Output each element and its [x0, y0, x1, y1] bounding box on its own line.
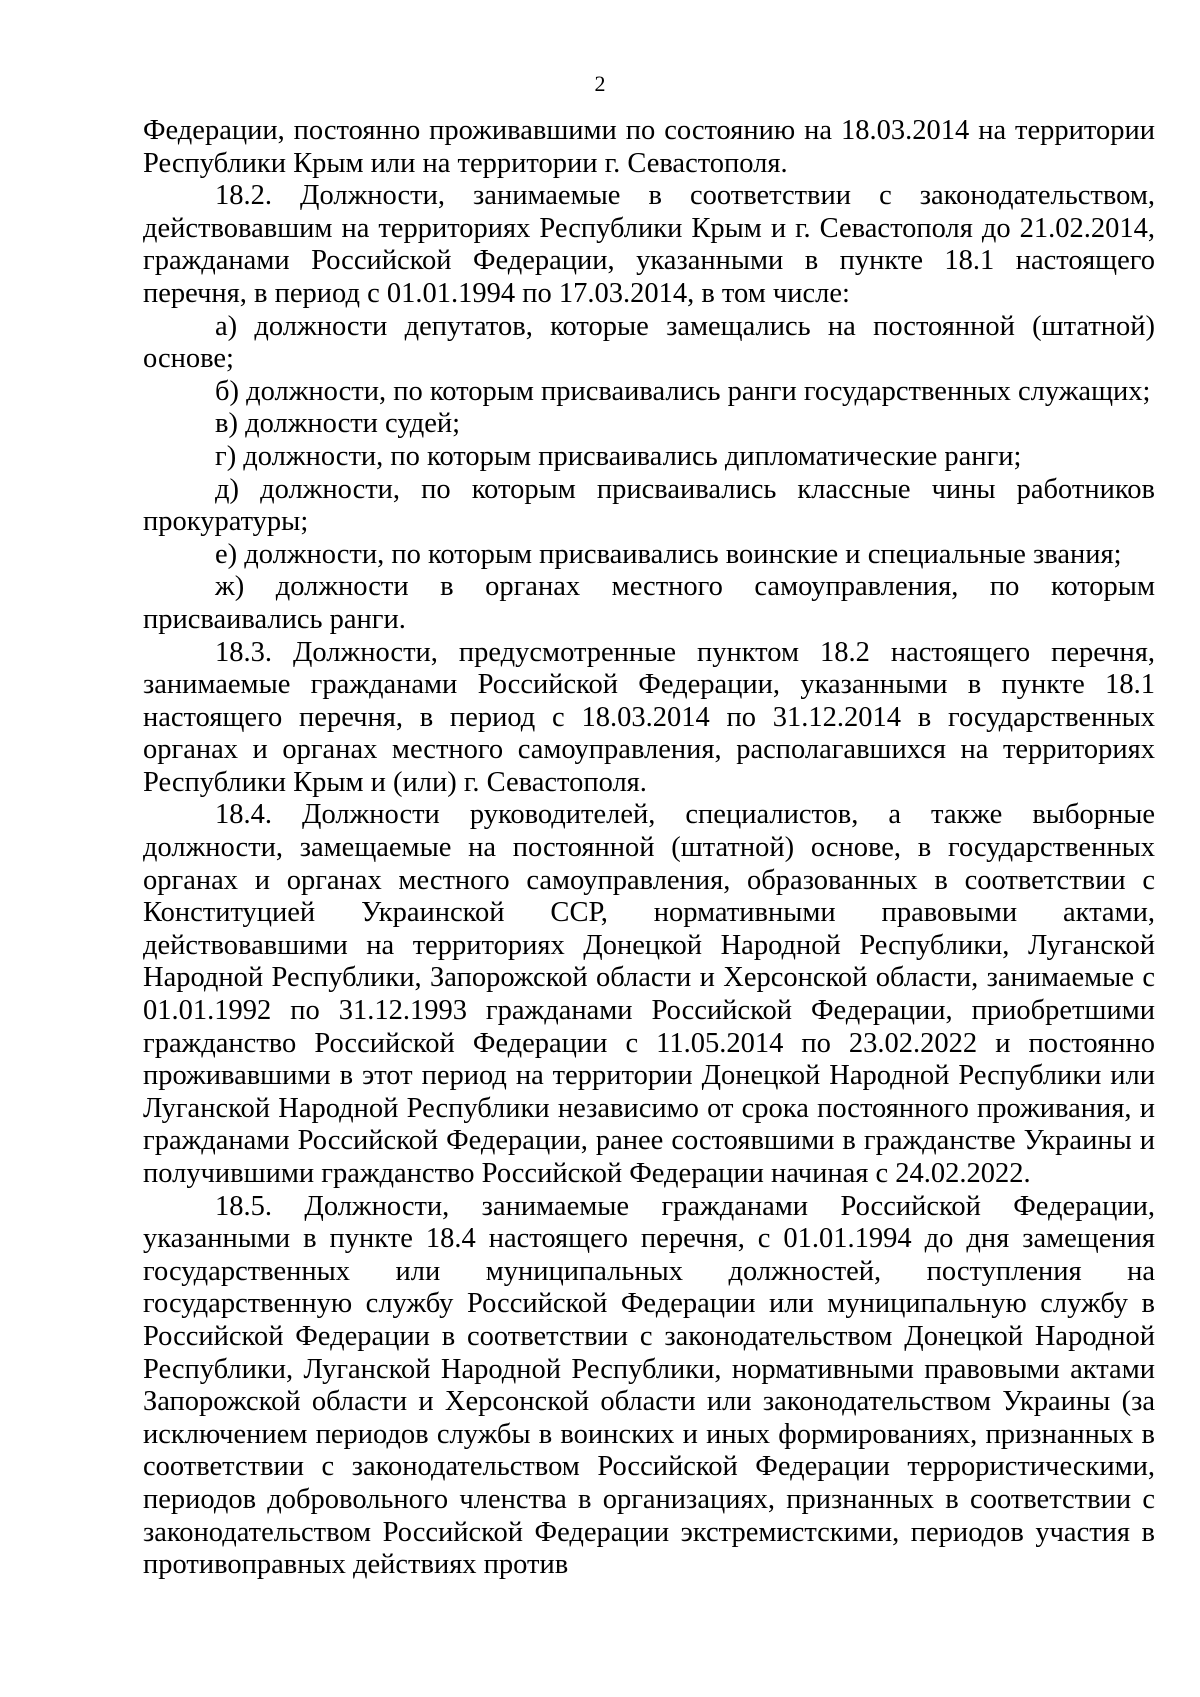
list-item-b: б) должности, по которым присваивались ранги государственных служащих; — [215, 375, 1151, 407]
list-item-v: в) должности судей; — [215, 408, 461, 440]
paragraph-continuation: Федерации, постоянно проживавшими по состоянию на 18.03.2014 на территории Республики Крым или на территории г. Севастополя. — [143, 115, 1155, 179]
list-item-g: г) должности, по которым присваивались дипломатические ранги; — [215, 440, 1022, 472]
list-item-e: е) должности, по которым присваивались воинские и специальные звания; — [215, 538, 1122, 570]
list-item-a: а) должности депутатов, которые замещались на постоянной (штатной) основе; — [143, 310, 1155, 375]
document-body — [143, 115, 1155, 1582]
paragraph-18-5: 18.5. Должности, занимаемые гражданами Российской Федерации, указанными в пункте 18.4 настоящего перечня, с 01.01.1994 до дня замещения государственных или муниципальных должностей, поступления на государственную службу Российской Федерации или муниципальную службу в Российской Федерации в соответствии с законодательством Донецкой Народной Республики, Луганской Народной Республики, нормативными правовыми актами Запорожской области и Херсонской области или законодательством Украины (за исключением периодов службы в воинских и иных формированиях, признанных в соответствии с законодательством Российской Федерации террористическими, периодов добровольного членства в организациях, признанных в соответствии с законодательством Российской Федерации экстремистскими, периодов участия в противоправных действиях против — [143, 1190, 1155, 1581]
paragraph-18-2: 18.2. Должности, занимаемые в соответствии с законодательством, действовавшим на территориях Республики Крым и г. Севастополя до 21.02.2014, гражданами Российской Федерации, указанными в пункте 18.1 настоящего перечня, в период с 01.01.1994 по 17.03.2014, в том числе: — [143, 180, 1155, 309]
list-item-d: д) должности, по которым присваивались классные чины работников прокуратуры; — [143, 473, 1155, 538]
paragraph-18-3: 18.3. Должности, предусмотренные пунктом 18.2 настоящего перечня, занимаемые гражданами Российской Федерации, указанными в пункте 18.1 настоящего перечня, в период с 18.03.2014 по 31.12.2014 в государственных органах и органах местного самоуправления, располагавшихся на территориях Республики Крым и (или) г. Севастополя. — [143, 636, 1155, 798]
paragraph-18-4: 18.4. Должности руководителей, специалистов, а также выборные должности, замещаемые на постоянной (штатной) основе, в государственных органах и органах местного самоуправления, образованных в соответствии с Конституцией Украинской ССР, нормативными правовыми актами, действовавшими на территориях Донецкой Народной Республики, Луганской Народной Республики, Запорожской области и Херсонской области, занимаемые с 01.01.1992 по 31.12.1993 гражданами Российской Федерации, приобретшими гражданство Российской Федерации с 11.05.2014 по 23.02.2022 и постоянно проживавшими в этот период на территории Донецкой Народной Республики или Луганской Народной Республики независимо от срока постоянного проживания, и гражданами Российской Федерации, ранее состоявшими в гражданстве Украины и получившими гражданство Российской Федерации начиная с 24.02.2022. — [143, 799, 1155, 1189]
page-number: 2 — [594, 71, 606, 96]
list-item-zh: ж) должности в органах местного самоуправления, по которым присваивались ранги. — [143, 571, 1155, 635]
